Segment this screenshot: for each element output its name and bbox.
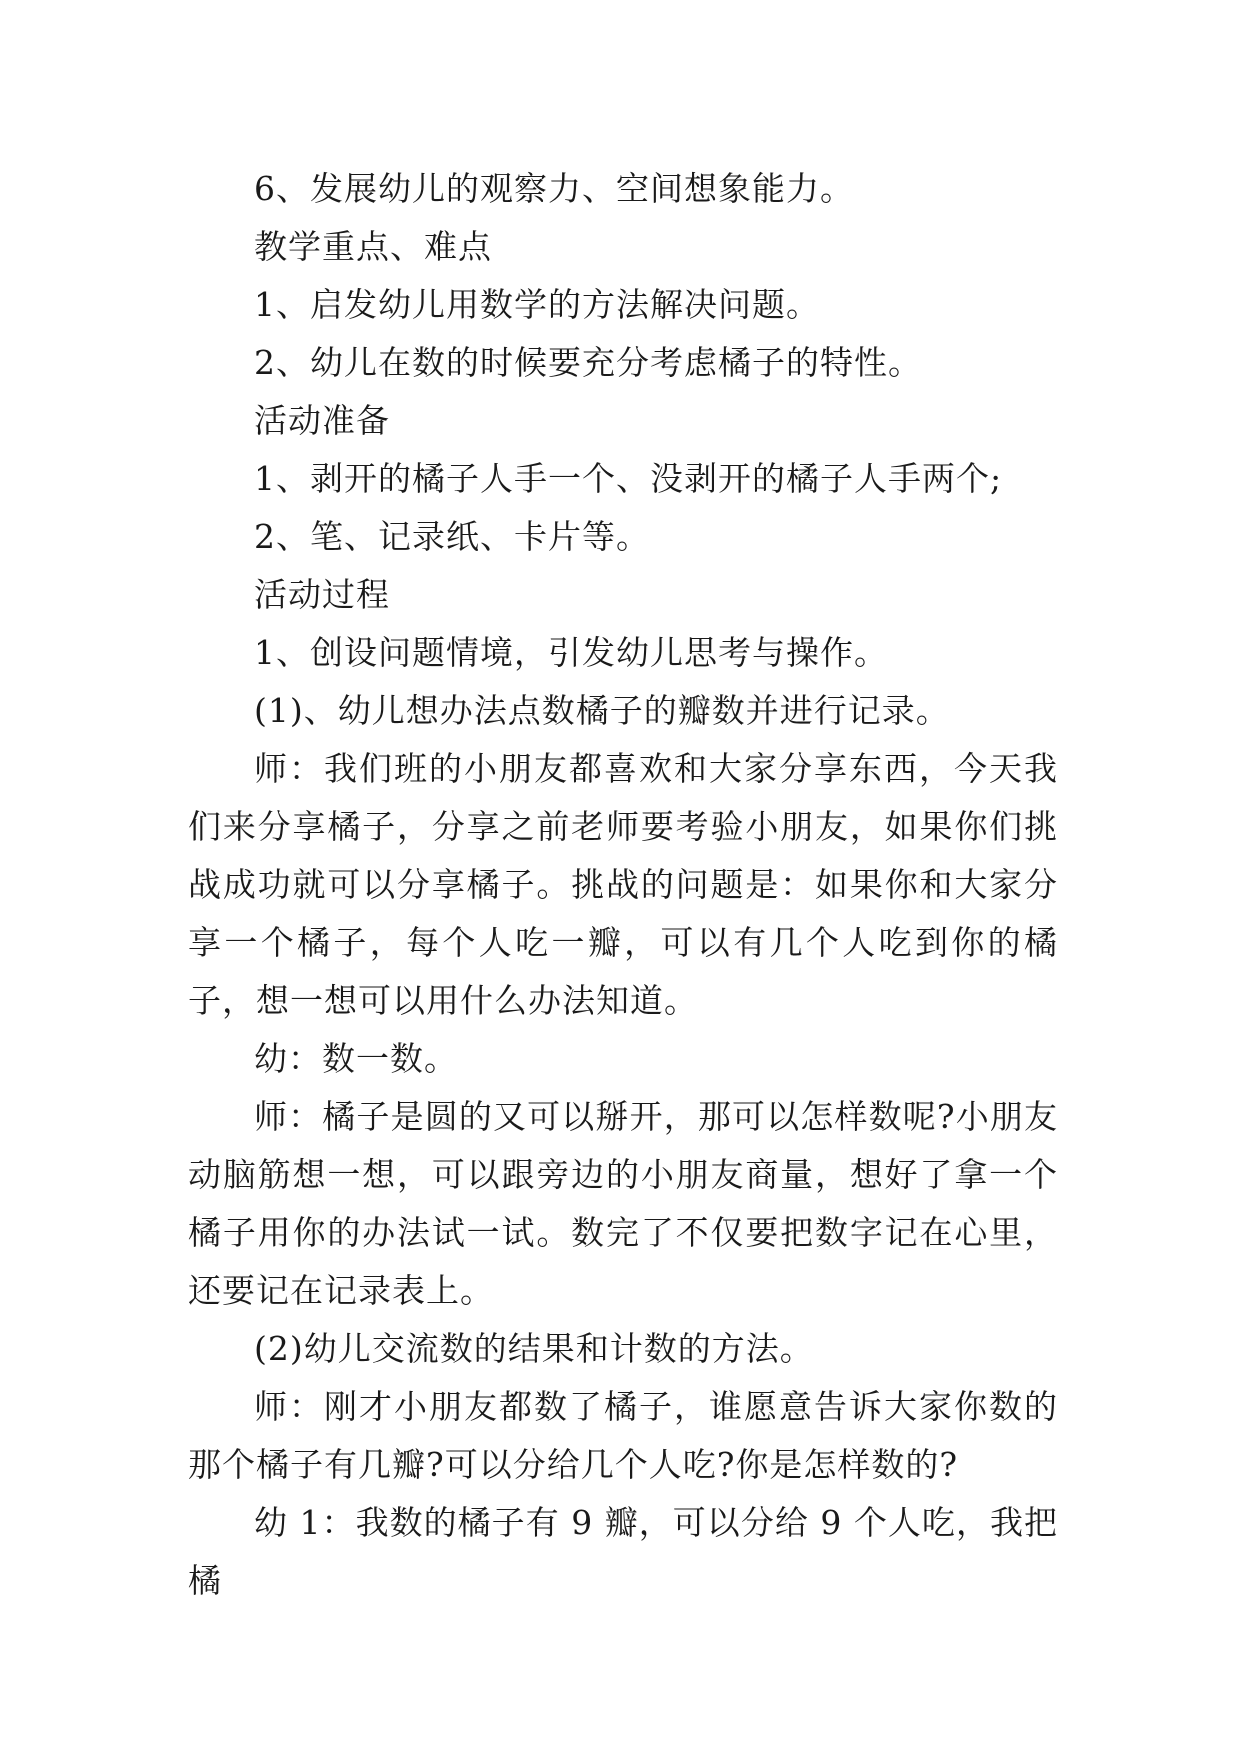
paragraph-process-1: 1、创设问题情境，引发幼儿思考与操作。 bbox=[254, 633, 888, 672]
paragraph-process-1-2: (2)幼儿交流数的结果和计数的方法。 bbox=[254, 1329, 814, 1368]
heading-key-points: 教学重点、难点 bbox=[254, 227, 492, 266]
paragraph-teacher-1: 师：我们班的小朋友都喜欢和大家分享东西，今天我们来分享橘子，分享之前老师要考验小朋友，如果你们挑战成功就可以分享橘子。挑战的问题是：如果你和大家分享一个橘子，每个人吃一瓣，可以有几个人吃到你的橘子，想一想可以用什么办法知道。 bbox=[188, 749, 1058, 1020]
paragraph-key-point-1: 1、启发幼儿用数学的方法解决问题。 bbox=[254, 285, 820, 324]
paragraph-objective-6: 6、发展幼儿的观察力、空间想象能力。 bbox=[254, 169, 854, 208]
heading-process: 活动过程 bbox=[254, 575, 390, 614]
paragraph-process-1-1: (1)、幼儿想办法点数橘子的瓣数并进行记录。 bbox=[254, 691, 950, 730]
paragraph-teacher-2: 师：橘子是圆的又可以掰开，那可以怎样数呢?小朋友动脑筋想一想，可以跟旁边的小朋友商量，想好了拿一个橘子用你的办法试一试。数完了不仅要把数字记在心里，还要记在记录表上。 bbox=[188, 1097, 1058, 1310]
paragraph-child-2: 幼 1：我数的橘子有 9 瓣，可以分给 9 个人吃，我把橘 bbox=[188, 1503, 1058, 1600]
paragraph-preparation-2: 2、笔、记录纸、卡片等。 bbox=[254, 517, 650, 556]
heading-preparation: 活动准备 bbox=[254, 401, 390, 440]
paragraph-teacher-3: 师：刚才小朋友都数了橘子，谁愿意告诉大家你数的那个橘子有几瓣?可以分给几个人吃?你是怎样数的? bbox=[188, 1387, 1058, 1484]
paragraph-preparation-1: 1、剥开的橘子人手一个、没剥开的橘子人手两个; bbox=[254, 459, 1003, 498]
paragraph-child-1: 幼：数一数。 bbox=[254, 1039, 458, 1078]
paragraph-key-point-2: 2、幼儿在数的时候要充分考虑橘子的特性。 bbox=[254, 343, 922, 382]
document-body bbox=[188, 160, 1058, 1610]
